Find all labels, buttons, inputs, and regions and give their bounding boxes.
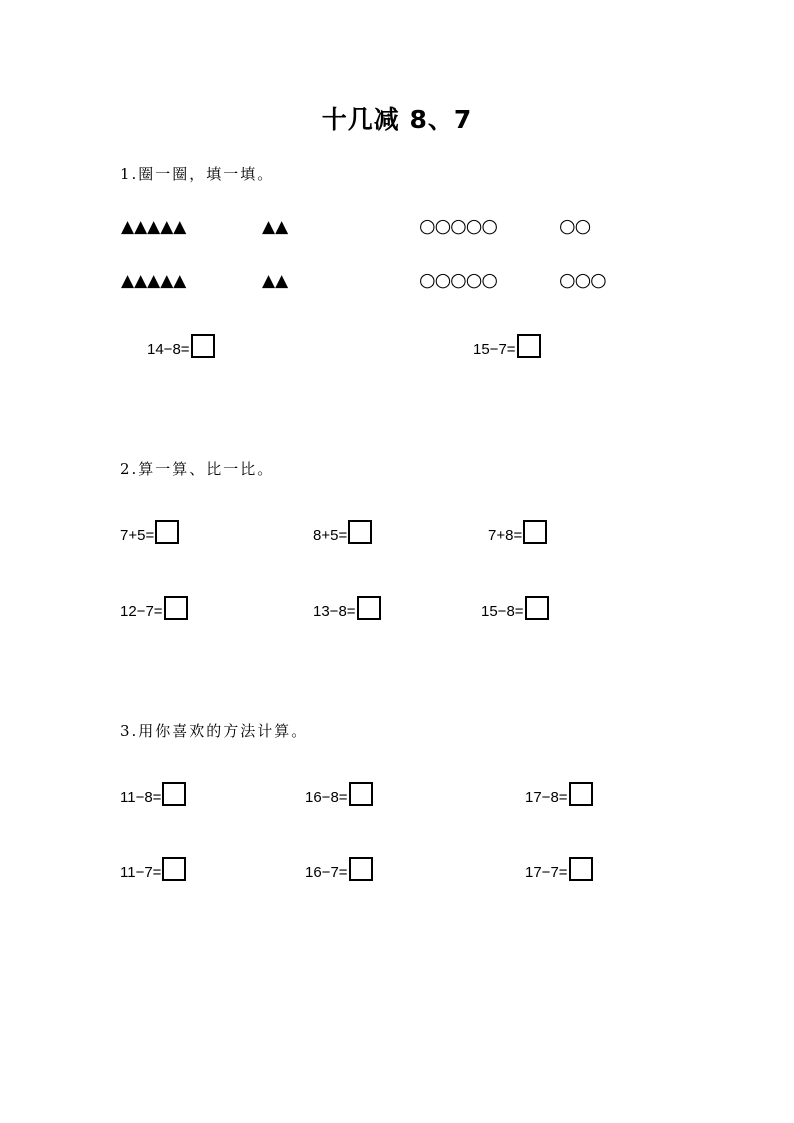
triangle-group-row2-a: ▲▲▲▲▲ (121, 271, 187, 291)
equation-text: 17−7= (525, 864, 568, 881)
answer-box[interactable] (191, 334, 215, 358)
section-1-heading: 1.圈一圈，填一填。 (120, 165, 275, 183)
triangle-group-row1-a: ▲▲▲▲▲ (121, 217, 187, 237)
equation-s3-r1-c3 (525, 782, 593, 806)
equation-14-8 (147, 334, 215, 358)
answer-box[interactable] (569, 782, 593, 806)
circle-group-row1-a: ○○○○○ (419, 215, 497, 237)
equation-text: 14−8= (147, 341, 190, 358)
equation-text: 7+8= (488, 527, 523, 544)
equation-text: 11−7= (120, 864, 162, 881)
equation-text: 11−8= (120, 789, 162, 806)
answer-box[interactable] (349, 782, 373, 806)
equation-text: 8+5= (313, 527, 348, 544)
equation-s2-r2-c3 (481, 596, 549, 620)
answer-box[interactable] (523, 520, 547, 544)
equation-text: 7+5= (120, 527, 155, 544)
answer-box[interactable] (569, 857, 593, 881)
equation-s3-r1-c1 (120, 782, 186, 806)
equation-s2-r2-c1 (120, 596, 188, 620)
equation-s3-r2-c1 (120, 857, 186, 881)
answer-box[interactable] (357, 596, 381, 620)
equation-s2-r2-c2 (313, 596, 381, 620)
answer-box[interactable] (162, 782, 186, 806)
section-2-heading: 2.算一算、比一比。 (120, 460, 275, 478)
equation-s2-r1-c1 (120, 520, 179, 544)
equation-text: 15−8= (481, 603, 524, 620)
triangle-group-row1-b: ▲▲ (262, 217, 289, 237)
answer-box[interactable] (517, 334, 541, 358)
triangle-group-row2-b: ▲▲ (262, 271, 289, 291)
equation-text: 17−8= (525, 789, 568, 806)
equation-s3-r2-c3 (525, 857, 593, 881)
answer-box[interactable] (155, 520, 179, 544)
answer-box[interactable] (348, 520, 372, 544)
equation-text: 15−7= (473, 341, 516, 358)
equation-text: 16−7= (305, 864, 348, 881)
answer-box[interactable] (349, 857, 373, 881)
equation-s2-r1-c2 (313, 520, 372, 544)
answer-box[interactable] (525, 596, 549, 620)
answer-box[interactable] (164, 596, 188, 620)
equation-text: 12−7= (120, 603, 163, 620)
circle-group-row1-b: ○○ (559, 215, 591, 237)
section-3-heading: 3.用你喜欢的方法计算。 (120, 722, 309, 740)
equation-s3-r2-c2 (305, 857, 373, 881)
circle-group-row2-b: ○○○ (559, 269, 606, 291)
circle-group-row2-a: ○○○○○ (419, 269, 497, 291)
equation-text: 13−8= (313, 603, 356, 620)
equation-text: 16−8= (305, 789, 348, 806)
equation-s3-r1-c2 (305, 782, 373, 806)
answer-box[interactable] (162, 857, 186, 881)
page-title: 十几减 8、7 (321, 105, 473, 134)
equation-15-7 (473, 334, 541, 358)
equation-s2-r1-c3 (488, 520, 547, 544)
